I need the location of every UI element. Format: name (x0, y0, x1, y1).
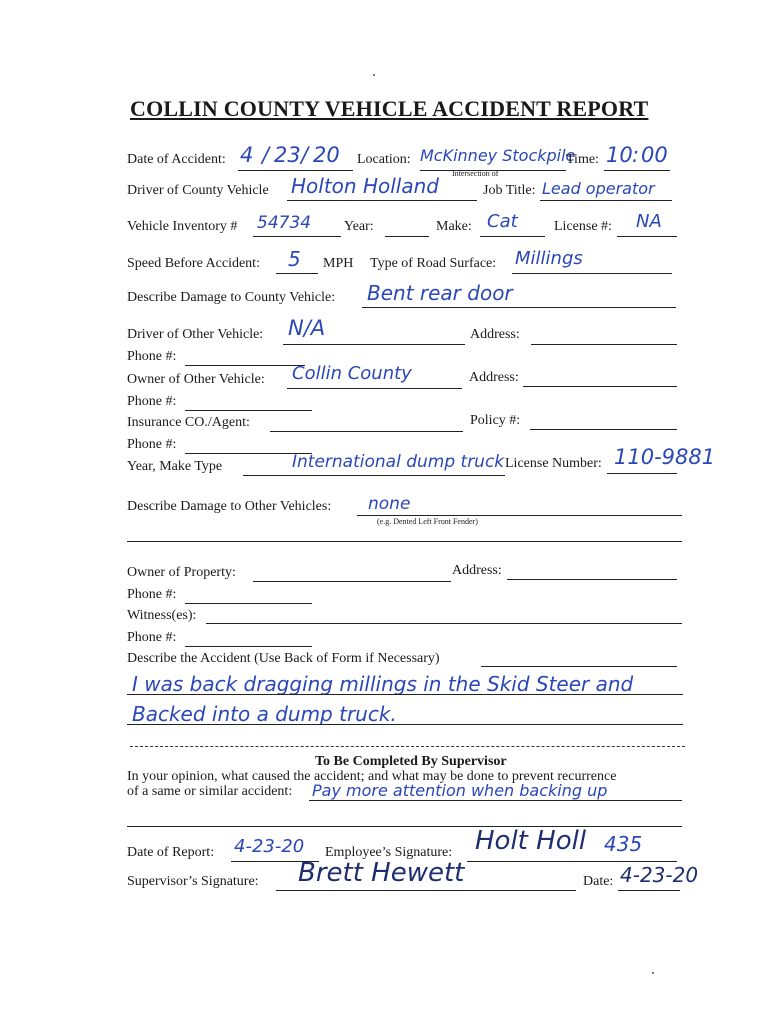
policy-line (530, 429, 677, 430)
make-line (480, 236, 545, 237)
road-surface-label: Type of Road Surface: (370, 256, 497, 271)
road-surface-line (512, 273, 672, 274)
describe-accident-line (481, 666, 677, 667)
opinion-answer-value: Pay more attention when backing up (312, 781, 608, 800)
damage-other-vehicles-line (357, 515, 682, 516)
damage-county-vehicle-value: Bent rear door (367, 281, 513, 305)
year-make-type-line (243, 475, 505, 476)
license-number-value: 110-9881 (614, 445, 716, 469)
date-separator: / (301, 143, 309, 167)
accident-description-rule-2 (127, 724, 683, 725)
driver-county-vehicle-label: Driver of County Vehicle (127, 183, 269, 198)
job-title-label: Job Title: (483, 183, 536, 198)
opinion-question-line-1: In your opinion, what caused the accident; and what may be done to prevent recurrence (127, 769, 617, 784)
insurance-agent-line (270, 431, 463, 432)
damage-example-hint: (e.g. Dented Left Front Fender) (377, 517, 478, 526)
time-colon: : (632, 143, 640, 167)
driver-county-vehicle-value: Holton Holland (291, 174, 439, 198)
section-divider (130, 746, 685, 747)
driver-other-vehicle-label: Driver of Other Vehicle: (127, 327, 264, 342)
date-line (618, 890, 680, 891)
date-of-accident-line (238, 170, 353, 171)
phone-label: Phone #: (127, 349, 177, 364)
job-title-line (540, 200, 672, 201)
describe-accident-label: Describe the Accident (Use Back of Form if Necessary) (127, 651, 440, 666)
phone-label: Phone #: (127, 394, 177, 409)
date-label: Date: (583, 874, 614, 889)
employee-signature-line (467, 861, 677, 862)
vehicle-inventory-line (253, 236, 341, 237)
license-label: License #: (554, 219, 612, 234)
supervisor-signature-image: Brett Hewett (298, 858, 465, 888)
location-value: McKinney Stockpile (420, 146, 576, 165)
phone-label: Phone #: (127, 437, 177, 452)
driver-other-vehicle-value: N/A (288, 316, 326, 340)
employee-signature-label: Employee’s Signature: (325, 845, 453, 860)
page-title: COLLIN COUNTY VEHICLE ACCIDENT REPORT (130, 96, 649, 121)
license-number-line (607, 473, 677, 474)
supervisor-date-value: 4-23-20 (620, 863, 699, 887)
address-label: Address: (452, 563, 502, 578)
date-month-value: 4 (240, 143, 254, 167)
scan-speck (652, 972, 654, 974)
time-label: Time: (566, 152, 599, 167)
opinion-answer-line (309, 800, 682, 801)
address-line (523, 386, 677, 387)
opinion-question-line-2: of a same or similar accident: (127, 784, 293, 799)
damage-other-vehicles-value: none (368, 494, 411, 514)
address-label: Address: (469, 370, 519, 385)
license-value: NA (636, 211, 662, 232)
speed-label: Speed Before Accident: (127, 256, 260, 271)
vehicle-inventory-value: 54734 (257, 213, 312, 233)
mph-label: MPH (323, 256, 354, 271)
driver-other-vehicle-line (283, 344, 465, 345)
witnesses-label: Witness(es): (127, 608, 197, 623)
damage-other-vehicles-label: Describe Damage to Other Vehicles: (127, 499, 332, 514)
damage-county-vehicle-line (362, 307, 676, 308)
owner-other-vehicle-line (287, 388, 462, 389)
intersection-of-label: Intersection of (452, 169, 499, 178)
address-line (507, 579, 677, 580)
phone-line (185, 646, 312, 647)
supervisor-signature-label: Supervisor’s Signature: (127, 874, 259, 889)
damage-other-extra-line (127, 541, 682, 542)
accident-description-line-2: Backed into a dump truck. (132, 702, 397, 726)
policy-label: Policy #: (470, 413, 521, 428)
phone-label: Phone #: (127, 630, 177, 645)
owner-of-property-label: Owner of Property: (127, 565, 236, 580)
speed-line (276, 273, 318, 274)
job-title-value: Lead operator (542, 179, 655, 198)
date-separator: / (262, 143, 270, 167)
year-make-type-label: Year, Make Type (127, 459, 223, 474)
location-label: Location: (357, 152, 411, 167)
vehicle-inventory-label: Vehicle Inventory # (127, 219, 238, 234)
make-value: Cat (487, 211, 518, 232)
scan-speck (373, 74, 375, 76)
time-hour-value: 10 (606, 143, 633, 167)
phone-line (185, 365, 305, 366)
owner-other-vehicle-value: Collin County (292, 363, 412, 384)
year-make-type-value: International dump truck (292, 452, 505, 472)
phone-line (185, 603, 312, 604)
year-label: Year: (344, 219, 374, 234)
date-day-value: 23 (274, 143, 301, 167)
opinion-extra-line (127, 826, 682, 827)
time-line (604, 170, 670, 171)
date-year-value: 20 (313, 143, 340, 167)
license-line (617, 236, 677, 237)
accident-description-rule-1 (127, 694, 683, 695)
date-of-report-value: 4-23-20 (234, 836, 305, 857)
year-line (385, 236, 429, 237)
speed-value: 5 (288, 247, 301, 271)
make-label: Make: (436, 219, 472, 234)
owner-of-property-line (253, 581, 451, 582)
supervisor-signature-line (276, 890, 576, 891)
phone-label: Phone #: (127, 587, 177, 602)
road-surface-value: Millings (515, 248, 583, 269)
date-of-accident-label: Date of Accident: (127, 152, 226, 167)
owner-other-vehicle-label: Owner of Other Vehicle: (127, 372, 265, 387)
insurance-agent-label: Insurance CO./Agent: (127, 415, 250, 430)
accident-description-line-1: I was back dragging millings in the Skid Steer and (132, 672, 634, 696)
address-label: Address: (470, 327, 520, 342)
time-minute-value: 00 (641, 143, 668, 167)
damage-county-vehicle-label: Describe Damage to County Vehicle: (127, 290, 336, 305)
driver-county-vehicle-line (287, 200, 477, 201)
date-of-report-label: Date of Report: (127, 845, 215, 860)
address-line (531, 344, 677, 345)
employee-signature-image: Holt Holl (475, 826, 587, 856)
witnesses-line (206, 623, 682, 624)
supervisor-section-heading: To Be Completed By Supervisor (315, 754, 507, 769)
license-number-label: License Number: (505, 456, 602, 471)
phone-line (185, 410, 312, 411)
employee-number-value: 435 (604, 832, 643, 856)
